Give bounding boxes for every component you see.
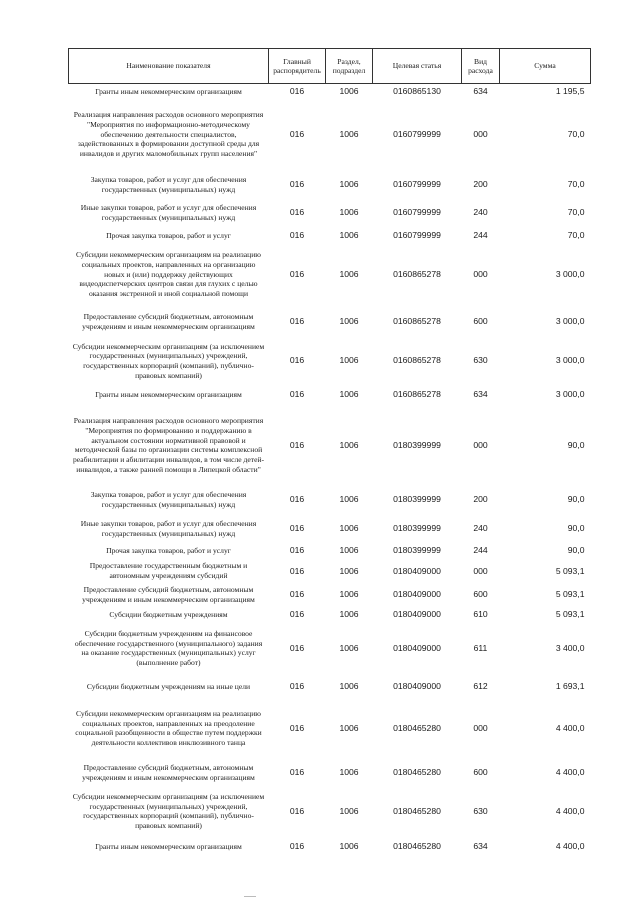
row-target: 0180465280 (393, 767, 441, 778)
row-expense-type: 600 (473, 589, 488, 600)
row-amount: 90,0 (567, 439, 585, 450)
row-name: Реализация направления расходов основного мероприятия "Мероприятия по информационно-методическому обеспечению деятельности специалистов, задействованных в формировании доступной среды для инвалидов и других маломобильных групп населения" (73, 110, 264, 159)
row-section: 1006 (339, 722, 359, 733)
row-grbs: 016 (289, 589, 305, 600)
row-target: 0180409000 (393, 565, 441, 576)
row-name: Иные закупки товаров, работ и услуг для обеспечения государственных (муниципальных) нужд (80, 519, 257, 538)
row-grbs: 016 (289, 179, 305, 189)
header-target: Целевая статья (373, 49, 462, 84)
row-target: 0180409000 (393, 642, 441, 653)
row-grbs: 016 (289, 355, 305, 366)
row-amount: 3 000,0 (555, 316, 585, 326)
row-section: 1006 (339, 841, 359, 852)
row-section: 1006 (339, 179, 359, 189)
table-row (69, 756, 591, 789)
row-section: 1006 (339, 269, 359, 279)
row-section: 1006 (339, 545, 359, 556)
row-target: 0180409000 (393, 681, 441, 692)
row-expense-type: 634 (473, 388, 488, 399)
row-name: Субсидии некоммерческим организациям на реализацию социальных проектов, направленных на преодоление социальной разобщенности в обществе путем поддержки деятельности коллективов инклюзивного танца (75, 708, 262, 747)
table-row (69, 226, 591, 246)
page-mark (244, 896, 256, 897)
table-row (69, 623, 591, 673)
row-expense-type: 000 (473, 269, 488, 279)
row-section: 1006 (339, 523, 359, 534)
row-amount: 4 400,0 (555, 767, 585, 778)
table-row (69, 246, 591, 304)
row-amount: 4 400,0 (555, 722, 585, 733)
row-amount: 70,0 (567, 129, 585, 139)
row-expense-type: 630 (473, 805, 488, 816)
row-name: Иные закупки товаров, работ и услуг для обеспечения государственных (муниципальных) нужд (80, 202, 257, 222)
row-target: 0180399999 (393, 545, 441, 556)
row-target: 0180465280 (393, 841, 441, 852)
budget-table (68, 48, 591, 860)
row-name: Предоставление субсидий бюджетным, автономным учреждениям и иным некоммерческим организациям (82, 311, 255, 331)
row-section: 1006 (339, 355, 359, 366)
row-target: 0160865278 (393, 355, 441, 366)
table-row (69, 304, 591, 340)
row-name: Гранты иным некоммерческим организациям (95, 841, 242, 851)
row-target: 0180465280 (393, 805, 441, 816)
row-grbs: 016 (289, 494, 305, 505)
row-grbs: 016 (289, 230, 305, 240)
table-header-row (69, 49, 591, 84)
row-grbs: 016 (289, 805, 305, 816)
row-amount: 1 693,1 (555, 681, 585, 692)
row-section: 1006 (339, 494, 359, 505)
row-name: Субсидии бюджетным учреждениям на иные цели (86, 681, 251, 691)
row-expense-type: 610 (473, 609, 488, 620)
row-expense-type: 244 (473, 230, 488, 240)
row-target: 0160799999 (393, 129, 441, 139)
table-row (69, 700, 591, 756)
row-target: 0160799999 (393, 179, 441, 189)
row-section: 1006 (339, 681, 359, 692)
row-target: 0180409000 (393, 589, 441, 600)
row-grbs: 016 (289, 523, 305, 534)
row-section: 1006 (339, 207, 359, 217)
row-section: 1006 (339, 609, 359, 620)
row-grbs: 016 (289, 316, 305, 326)
row-name: Субсидии некоммерческим организациям (за исключением государственных (муниципальных) учреждений, государственных корпораций (компаний), публично-правовых компаний) (72, 791, 265, 830)
row-amount: 70,0 (567, 179, 585, 189)
row-grbs: 016 (289, 129, 305, 139)
row-amount: 1 195,5 (555, 86, 585, 97)
row-section: 1006 (339, 767, 359, 778)
row-target: 0180409000 (393, 609, 441, 620)
row-expense-type: 244 (473, 545, 488, 556)
table-row (69, 484, 591, 515)
table-row (69, 515, 591, 542)
row-expense-type: 611 (473, 642, 488, 653)
row-expense-type: 634 (473, 86, 488, 97)
row-amount: 90,0 (567, 523, 585, 534)
row-grbs: 016 (289, 86, 305, 97)
table-row (69, 406, 591, 484)
row-amount: 90,0 (567, 545, 585, 556)
row-expense-type: 000 (473, 129, 488, 139)
row-name: Субсидии бюджетным учреждениям на финансовое обеспечение государственного (муниципального) задания на оказание государственных (муниципальных) услуг (выполнение работ) (74, 628, 263, 667)
row-amount: 70,0 (567, 207, 585, 217)
row-name: Прочая закупка товаров, работ и услуг (106, 546, 231, 556)
row-target: 0160865278 (393, 316, 441, 326)
row-grbs: 016 (289, 388, 305, 399)
table-row (69, 583, 591, 606)
row-section: 1006 (339, 439, 359, 450)
row-expense-type: 240 (473, 207, 488, 217)
table-row (69, 833, 591, 860)
row-section: 1006 (339, 316, 359, 326)
table-row (69, 84, 591, 100)
row-name: Гранты иным некоммерческим организациям (95, 86, 242, 96)
row-section: 1006 (339, 642, 359, 653)
row-name: Субсидии бюджетным учреждениям (109, 609, 228, 619)
row-expense-type: 000 (473, 565, 488, 576)
row-grbs: 016 (289, 722, 305, 733)
row-name: Закупка товаров, работ и услуг для обеспечения государственных (муниципальных) нужд (90, 490, 247, 509)
row-expense-type: 200 (473, 179, 488, 189)
table-row (69, 200, 591, 226)
table-body (69, 84, 591, 861)
row-name: Предоставление субсидий бюджетным, автономным учреждениям и иным некоммерческим организациям (82, 763, 255, 782)
row-expense-type: 240 (473, 523, 488, 534)
row-amount: 4 400,0 (555, 805, 585, 816)
row-amount: 3 000,0 (555, 269, 585, 279)
row-target: 0180399999 (393, 439, 441, 450)
row-amount: 3 000,0 (555, 355, 585, 366)
row-amount: 3 400,0 (555, 642, 585, 653)
row-target: 0160865278 (393, 388, 441, 399)
header-grbs: Главный распорядитель (269, 49, 326, 84)
row-amount: 3 000,0 (555, 388, 585, 399)
row-name: Прочая закупка товаров, работ и услуг (106, 230, 231, 240)
row-expense-type: 200 (473, 494, 488, 505)
row-expense-type: 612 (473, 681, 488, 692)
table-row (69, 382, 591, 406)
row-target: 0180465280 (393, 722, 441, 733)
row-expense-type: 634 (473, 841, 488, 852)
row-name: Субсидии некоммерческим организациям на реализацию социальных проектов, направленных на организацию новых и (или) поддержку действующих видеодиспетчерских центров связи для глухих с целью оказания экстренной и иной социальной помощи (76, 250, 261, 299)
row-grbs: 016 (289, 609, 305, 620)
row-name: Предоставление государственным бюджетным и автономным учреждениям субсидий (89, 561, 248, 581)
row-grbs: 016 (289, 439, 305, 450)
row-grbs: 016 (289, 565, 305, 576)
header-expense-type: Вид расхода (462, 49, 500, 84)
row-amount: 4 400,0 (555, 841, 585, 852)
row-section: 1006 (339, 230, 359, 240)
table-row (69, 340, 591, 383)
row-target: 0160865130 (393, 86, 441, 97)
table-row (69, 606, 591, 623)
row-amount: 5 093,1 (555, 589, 585, 600)
row-grbs: 016 (289, 767, 305, 778)
table-row (69, 789, 591, 833)
row-expense-type: 000 (473, 722, 488, 733)
table-row (69, 100, 591, 170)
row-target: 0180399999 (393, 494, 441, 505)
row-name: Субсидии некоммерческим организациям (за исключением государственных (муниципальных) учреждений, государственных корпораций (компаний), публично-правовых компаний) (72, 341, 265, 380)
row-name: Закупка товаров, работ и услуг для обеспечения государственных (муниципальных) нужд (90, 174, 247, 194)
row-expense-type: 000 (473, 439, 488, 450)
row-grbs: 016 (289, 841, 305, 852)
table-row (69, 542, 591, 559)
table-row (69, 170, 591, 200)
row-section: 1006 (339, 565, 359, 576)
row-expense-type: 600 (473, 767, 488, 778)
row-grbs: 016 (289, 545, 305, 556)
row-amount: 5 093,1 (555, 565, 585, 576)
row-grbs: 016 (289, 681, 305, 692)
row-grbs: 016 (289, 642, 305, 653)
row-section: 1006 (339, 589, 359, 600)
row-section: 1006 (339, 805, 359, 816)
row-name: Гранты иным некоммерческим организациям (95, 389, 242, 399)
row-target: 0160799999 (393, 230, 441, 240)
row-name: Предоставление субсидий бюджетным, автономным учреждениям и иным некоммерческим организациям (82, 584, 255, 604)
table-row (69, 559, 591, 582)
row-grbs: 016 (289, 269, 305, 279)
row-amount: 5 093,1 (555, 609, 585, 620)
row-expense-type: 630 (473, 355, 488, 366)
row-grbs: 016 (289, 207, 305, 217)
header-amount: Сумма (500, 49, 591, 84)
row-section: 1006 (339, 86, 359, 97)
row-target: 0160799999 (393, 207, 441, 217)
row-amount: 90,0 (567, 494, 585, 505)
row-target: 0160865278 (393, 269, 441, 279)
row-target: 0180399999 (393, 523, 441, 534)
header-name: Наименование показателя (69, 49, 269, 84)
row-expense-type: 600 (473, 316, 488, 326)
row-section: 1006 (339, 129, 359, 139)
row-amount: 70,0 (567, 230, 585, 240)
row-section: 1006 (339, 388, 359, 399)
row-name: Реализация направления расходов основного мероприятия "Мероприятия по формированию и поддержанию в актуальном состоянии нормативной правовой и методической базы по организации системы комплексной реабилитации и абилитации инвалидов, в том числе детей-инвалидов, а также ранней помощи в Липецкой области" (72, 416, 265, 474)
header-section: Раздел, подраздел (326, 49, 373, 84)
table-row (69, 673, 591, 700)
budget-table-sheet (68, 48, 590, 860)
